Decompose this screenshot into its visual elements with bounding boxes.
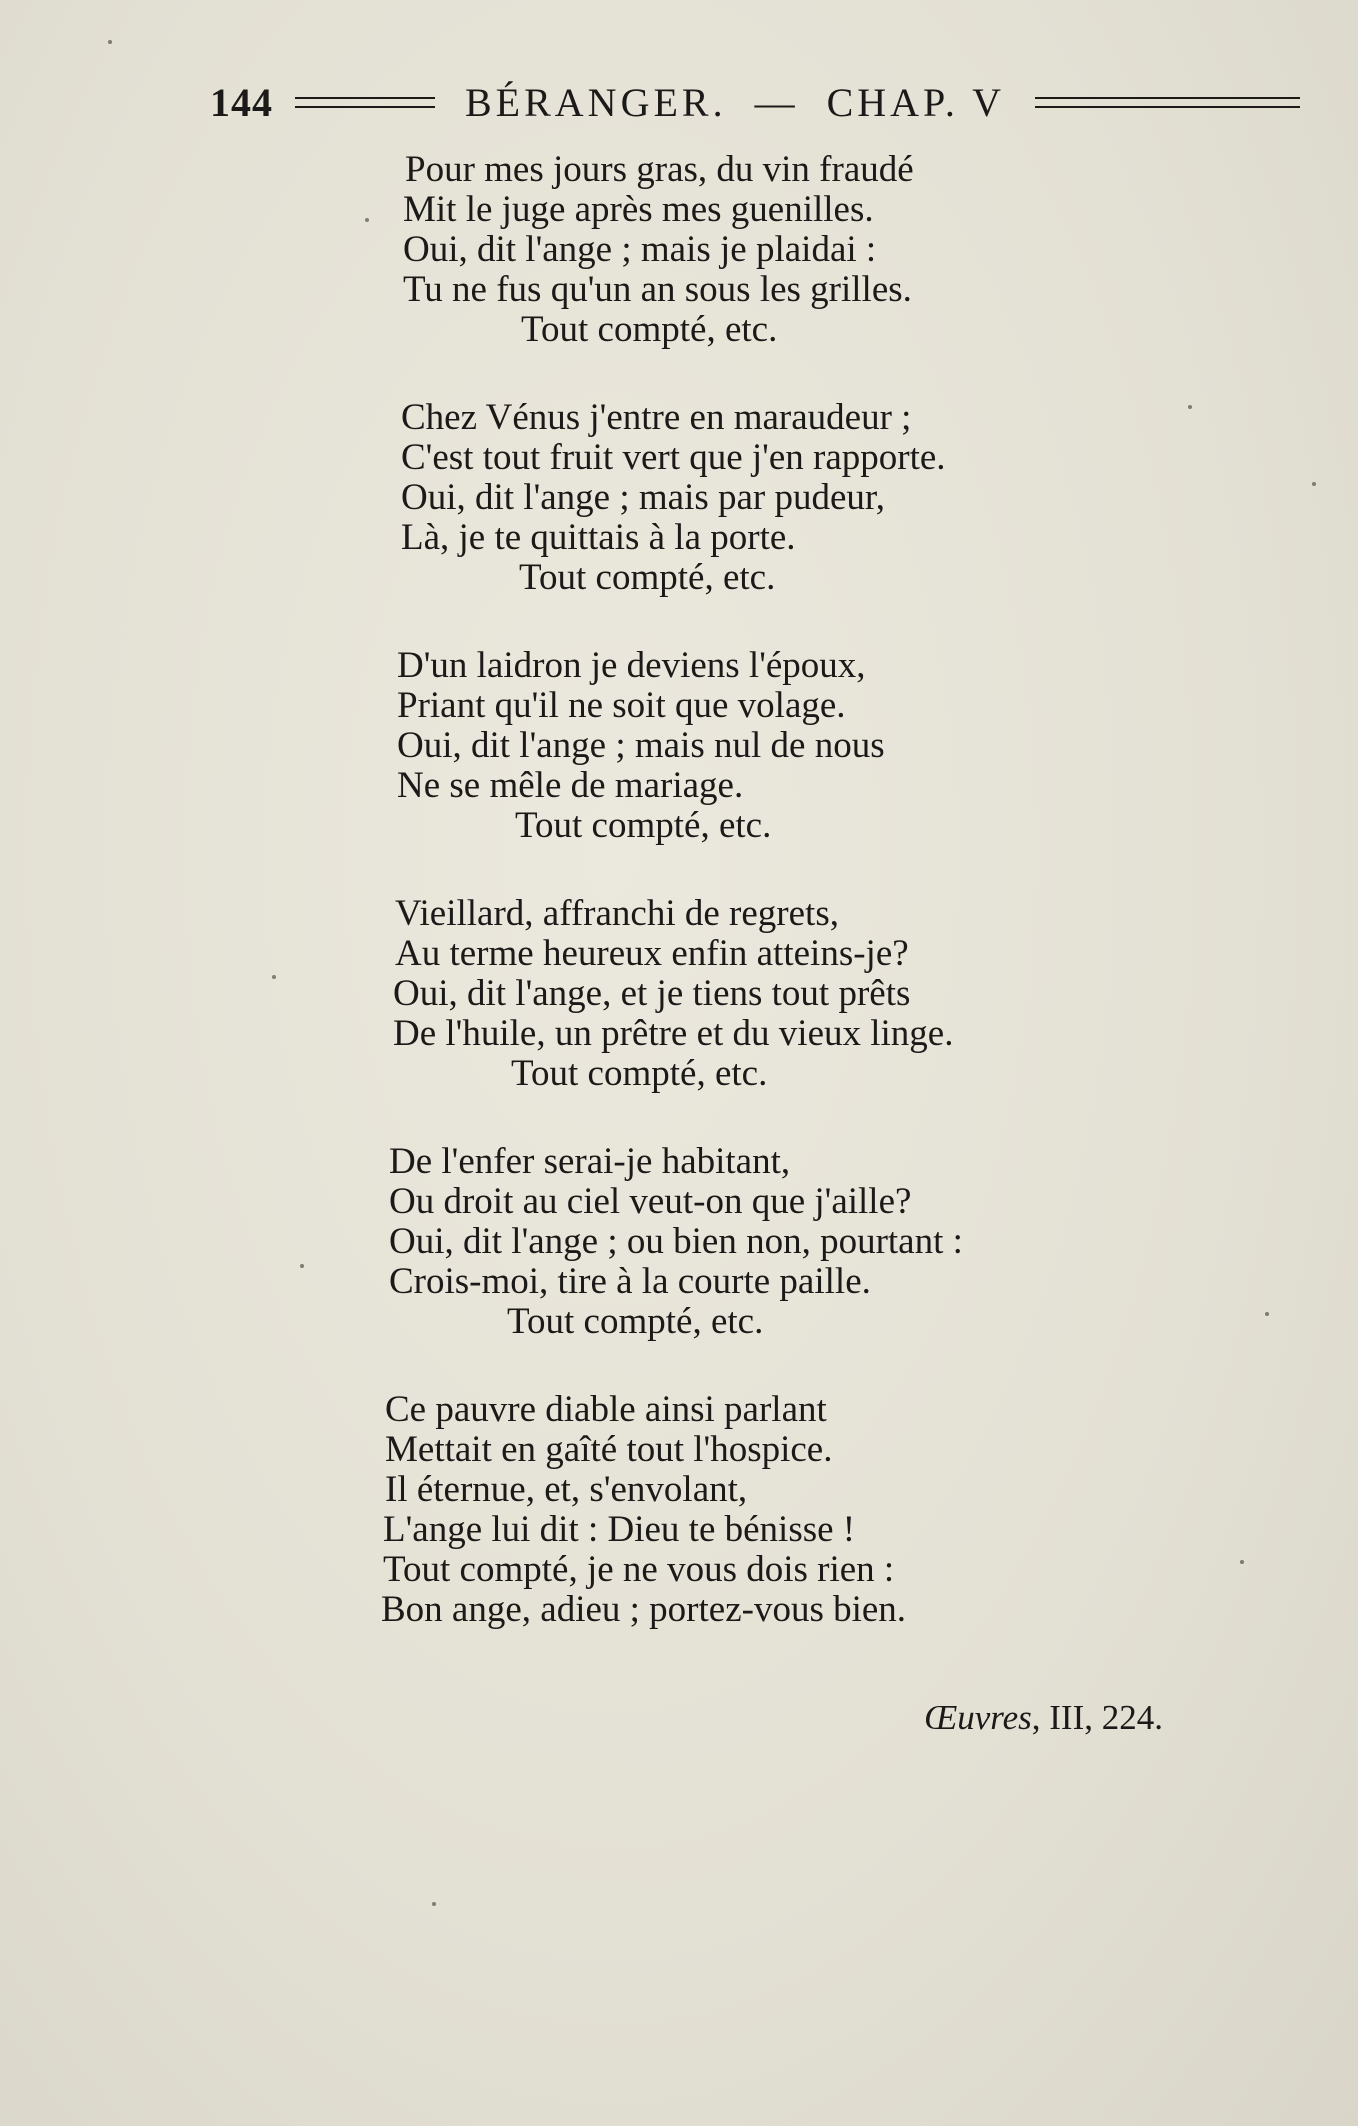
source-citation [924,1698,1163,1738]
running-head: BÉRANGER. — CHAP. V [465,79,1005,125]
stanza-2 [385,398,1185,598]
paper-speck [365,218,369,222]
paper-speck [272,975,276,979]
stanza-final [381,1389,1185,1630]
verse-line: Ce pauvre diable ainsi parlant [385,1389,827,1430]
verse-line: Tout compté, je ne vous dois rien : [383,1549,895,1590]
verse-line: Tu ne fus qu'un an sous les grilles. [403,269,912,310]
verse-line: Oui, dit l'ange ; ou bien non, pourtant : [389,1221,963,1262]
verse-line: Pour mes jours gras, du vin fraudé [405,149,914,190]
verse-line: Vieillard, affranchi de regrets, [395,893,839,934]
verse-line: Mettait en gaîté tout l'hospice. [385,1429,833,1470]
verse-line: De l'huile, un prêtre et du vieux linge. [393,1013,954,1054]
verse-line: Bon ange, adieu ; portez-vous bien. [381,1589,907,1630]
stanza-1 [385,150,1185,350]
verse-line: C'est tout fruit vert que j'en rapporte. [401,437,946,478]
verse-line: Il éternue, et, s'envolant, [385,1469,748,1510]
verse-line: Chez Vénus j'entre en maraudeur ; [401,397,912,438]
verse-line: D'un laidron je deviens l'époux, [397,645,866,686]
source-title: Œuvres [924,1698,1032,1737]
verse-line: De l'enfer serai-je habitant, [389,1141,791,1182]
paper-speck [1188,405,1192,409]
header-rule-left [295,97,435,108]
paper-speck [1240,1560,1244,1564]
refrain-line: Tout compté, etc. [519,557,776,598]
header-rule-right [1035,97,1300,108]
paper-speck [108,40,112,44]
source-reference: , III, 224. [1031,1698,1163,1737]
paper-speck [1265,1312,1269,1316]
verse-line: Au terme heureux enfin atteins-je? [395,933,909,974]
refrain-line: Tout compté, etc. [515,805,772,846]
refrain-line: Tout compté, etc. [507,1301,764,1342]
verse-line: Ou droit au ciel veut-on que j'aille? [389,1181,912,1222]
verse-line: L'ange lui dit : Dieu te bénisse ! [383,1509,856,1550]
poem [381,149,1185,1678]
verse-line: Crois-moi, tire à la courte paille. [389,1261,871,1302]
verse-line: Oui, dit l'ange, et je tiens tout prêts [393,973,911,1014]
verse-line: Là, je te quittais à la porte. [401,517,796,558]
stanza-3 [385,646,1185,846]
paper-speck [432,1902,436,1906]
verse-line: Mit le juge après mes guenilles. [403,189,874,230]
refrain-line: Tout compté, etc. [521,309,778,350]
stanza-5 [385,1142,1185,1342]
page-header [210,72,1300,132]
paper-speck [300,1264,304,1268]
verse-line: Ne se mêle de mariage. [397,765,744,806]
verse-line: Oui, dit l'ange ; mais nul de nous [397,725,885,766]
refrain-line: Tout compté, etc. [511,1053,768,1094]
page-number: 144 [210,79,273,125]
paper-speck [1312,482,1316,486]
verse-line: Oui, dit l'ange ; mais je plaidai : [403,229,877,270]
verse-line: Oui, dit l'ange ; mais par pudeur, [401,477,886,518]
verse-line: Priant qu'il ne soit que volage. [397,685,846,726]
stanza-4 [385,894,1185,1094]
